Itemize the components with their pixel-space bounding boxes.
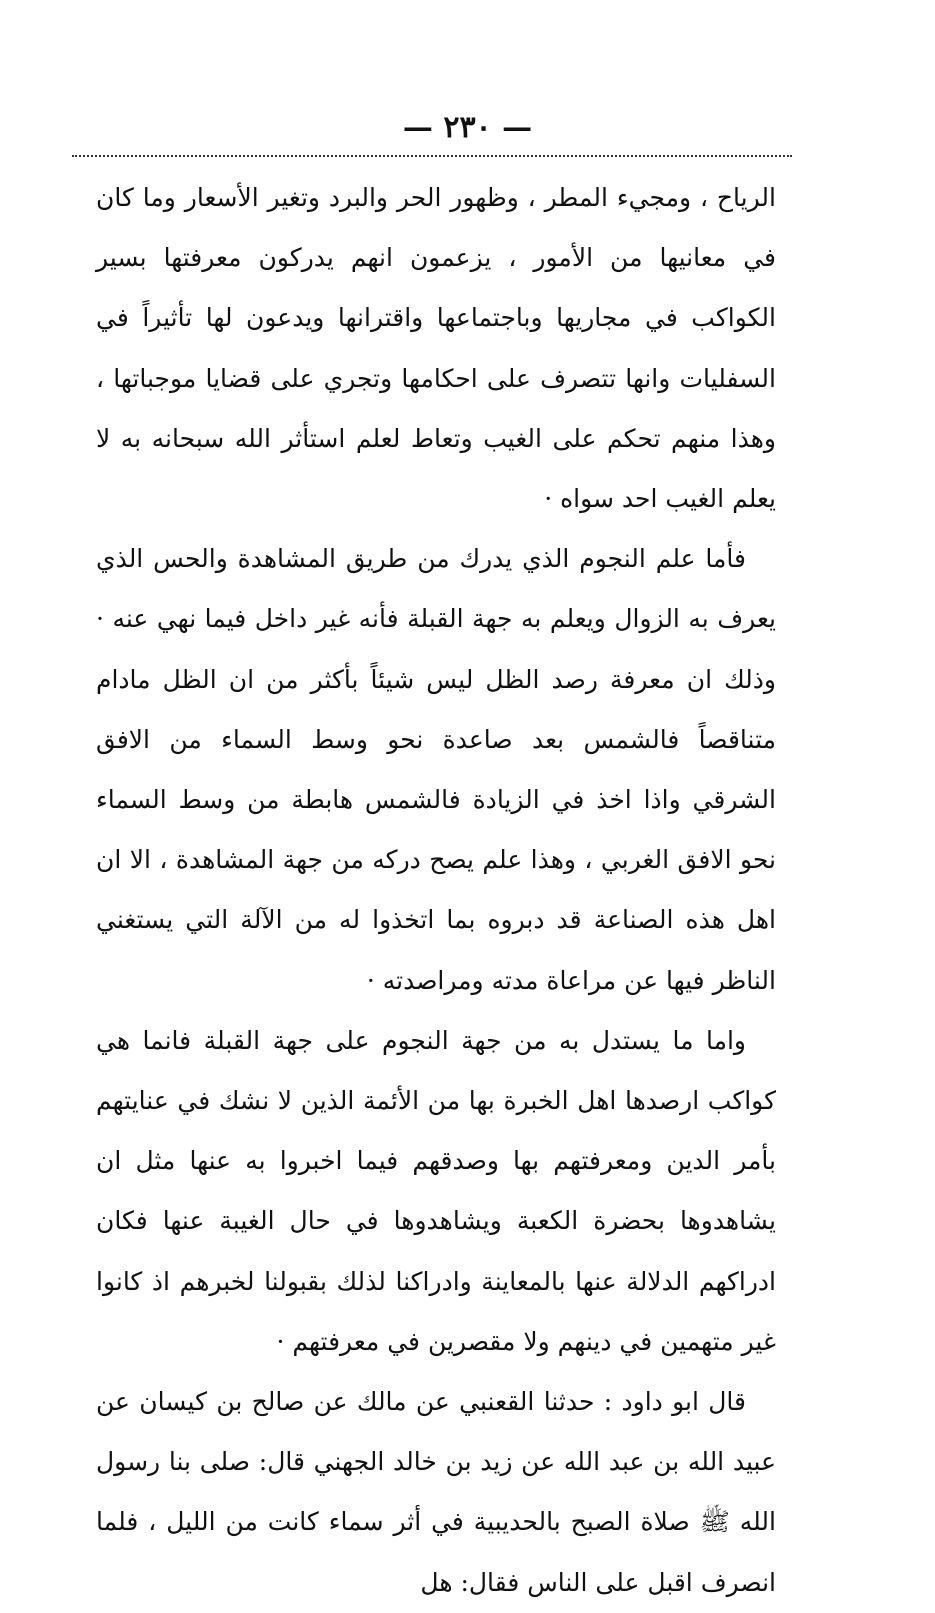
paragraph-1: الرياح ، ومجيء المطر ، وظهور الحر والبرد وتغير الأسعار وما كان في معانيها من الأمور ، يزعمون انهم يدركون معرفتها بسير الكواكب في مجاريها وباجتماعها واقترانها ويدعون لها تأثيراً في السفليات وانها تتصرف على احكامها وتجري على قضايا موجباتها ، وهذا منهم تحكم على الغيب وتعاط لعلم استأثر الله سبحانه به لا يعلم الغيب احد سواه ·	[96, 183, 776, 514]
page-number: — ٢٣٠ —	[402, 110, 533, 145]
paragraph-2: فأما علم النجوم الذي يدرك من طريق المشاهدة والحس الذي يعرف به الزوال ويعلم به جهة القبلة فأنه غير داخل فيما نهي عنه · وذلك ان معرفة رصد الظل ليس شيئاً بأكثر من ان الظل مادام متناقصاً فالشمس بعد صاعدة نحو وسط السماء من الافق الشرقي واذا اخذ في الزيادة فالشمس هابطة من وسط السماء نحو الافق الغربي ، وهذا علم يصح دركه من جهة المشاهدة ، الا ان اهل هذه الصناعة قد دبروه بما اتخذوا له من الآلة التي يستغني الناظر فيها عن مراعاة مدته ومراصدته ·	[96, 544, 776, 995]
header-divider	[72, 155, 792, 157]
paragraph-4: قال ابو داود : حدثنا القعنبي عن مالك عن صالح بن كيسان عن عبيد الله بن عبد الله عن زيد بن خالد الجهني قال: صلى بنا رسول الله ﷺ صلاة الصبح بالحديبية في أثر سماء كانت من الليل ، فلما انصرف اقبل على الناس فقال: هل	[96, 1387, 776, 1597]
body-text	[96, 168, 776, 1613]
paragraph-3: واما ما يستدل به من جهة النجوم على جهة القبلة فانما هي كواكب ارصدها اهل الخبرة بها من الأئمة الذين لا نشك في عنايتهم بأمر الدين ومعرفتهم بها وصدقهم فيما اخبروا به عنها مثل ان يشاهدوها بحضرة الكعبة ويشاهدوها في حال الغيبة عنها فكان ادراكهم الدلالة عنها بالمعاينة وادراكنا لذلك بقبولنا لخبرهم اذ كانوا غير متهمين في دينهم ولا مقصرين في معرفتهم ·	[96, 1025, 776, 1356]
